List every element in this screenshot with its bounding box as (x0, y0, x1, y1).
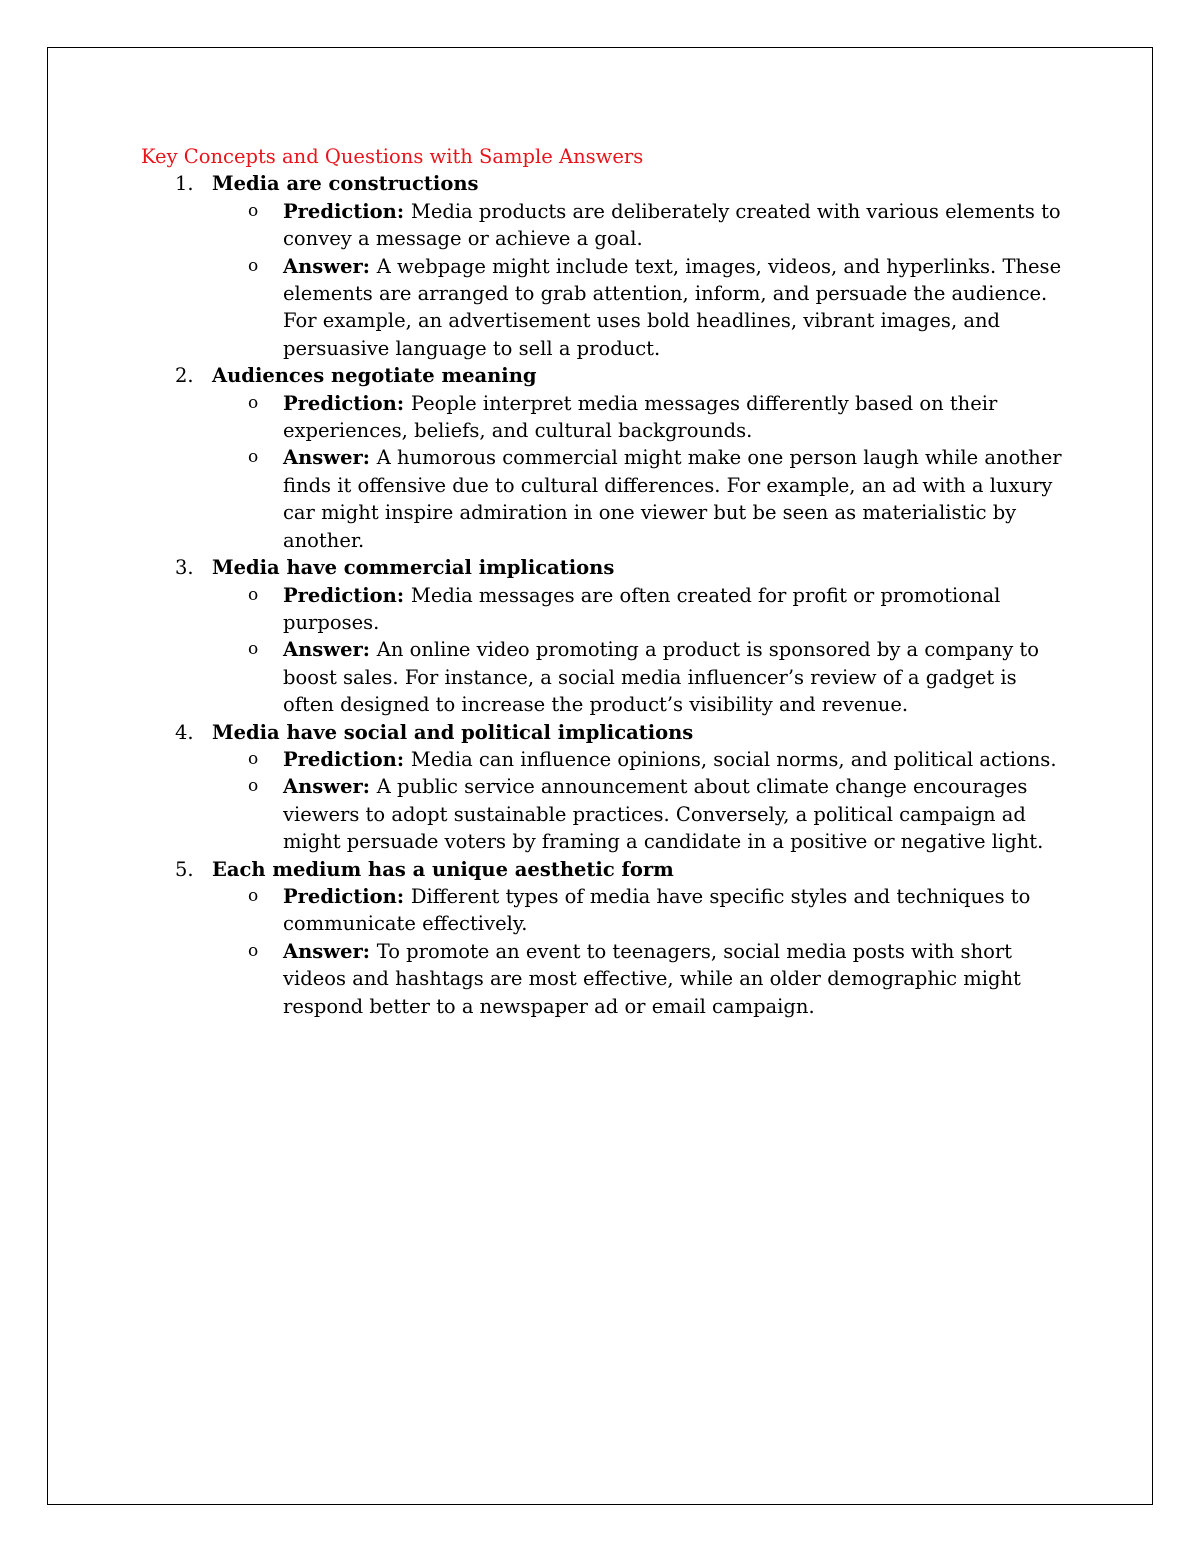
concept-number: 1. (175, 172, 194, 196)
bullet-icon: o (248, 776, 259, 797)
bullet-icon: o (248, 940, 259, 961)
answer-item (141, 444, 1071, 554)
prediction-item (141, 390, 1071, 445)
concept-title: Media are constructions (212, 172, 479, 196)
document-title: Key Concepts and Questions with Sample Answers (141, 145, 644, 168)
concept-item (141, 719, 1071, 856)
concept-item (141, 554, 1071, 718)
concept-number: 5. (175, 857, 194, 881)
bullet-icon: o (248, 748, 259, 769)
prediction-item (141, 746, 1071, 773)
prediction-text: Different types of media have specific styles and techniques to communicate effectively. (283, 884, 1031, 936)
prediction-item (141, 883, 1071, 938)
prediction-label: Prediction: (283, 583, 411, 607)
prediction-label: Prediction: (283, 391, 411, 415)
answer-label: Answer: (283, 254, 377, 278)
prediction-label: Prediction: (283, 199, 411, 223)
concept-title: Audiences negotiate meaning (212, 364, 537, 388)
bullet-icon: o (248, 392, 259, 413)
concept-title: Media have commercial implications (212, 556, 615, 580)
concept-number: 3. (175, 556, 194, 580)
prediction-text: Media messages are often created for profit or promotional purposes. (283, 583, 1001, 634)
answer-item (141, 636, 1071, 718)
prediction-item (141, 582, 1071, 637)
concept-item (141, 362, 1071, 554)
concept-number: 2. (175, 364, 194, 388)
bullet-icon: o (248, 584, 259, 605)
bullet-icon: o (248, 639, 259, 660)
concept-number: 4. (175, 720, 194, 744)
answer-text: A humorous commercial might make one person laugh while another finds it offensive due to cultural differences. For example, an ad with a luxury car might inspire admiration in one viewer but be seen as materialistic by another. (283, 446, 1062, 552)
answer-item (141, 253, 1071, 363)
answer-text: An online video promoting a product is sponsored by a company to boost sales. For instance, a social media influencer’s review of a gadget is often designed to increase the product’s visibility and revenue. (283, 638, 1039, 717)
answer-text: To promote an event to teenagers, social media posts with short videos and hashtags are most effective, while an older demographic might respond better to a newspaper ad or email campaign. (283, 939, 1021, 1018)
prediction-label: Prediction: (283, 884, 411, 908)
prediction-text: Media can influence opinions, social norms, and political actions. (410, 747, 1057, 771)
prediction-text: People interpret media messages differently based on their experiences, beliefs, and cultural backgrounds. (283, 391, 998, 443)
answer-item (141, 938, 1071, 1020)
prediction-item (141, 198, 1071, 253)
concept-item (141, 170, 1071, 362)
prediction-text: Media products are deliberately created with various elements to convey a message or achieve a goal. (283, 199, 1061, 251)
answer-text: A webpage might include text, images, videos, and hyperlinks. These elements are arranged to grab attention, inform, and persuade the audience. For example, an advertisement uses bold headlines, vibrant images, and persuasive language to sell a product. (283, 254, 1062, 360)
concept-title: Each medium has a unique aesthetic form (212, 857, 674, 881)
concept-title: Media have social and political implications (212, 720, 694, 744)
bullet-icon: o (248, 885, 259, 906)
concept-item (141, 856, 1071, 1020)
answer-text: A public service announcement about climate change encourages viewers to adopt sustainable practices. Conversely, a political campaign ad might persuade voters by framing a candidate in a positive or negative light. (283, 775, 1044, 854)
document-body (141, 143, 1071, 1020)
concept-list (141, 170, 1071, 1020)
answer-label: Answer: (283, 638, 377, 662)
answer-label: Answer: (283, 939, 377, 963)
answer-item (141, 773, 1071, 855)
bullet-icon: o (248, 255, 259, 276)
prediction-label: Prediction: (283, 747, 411, 771)
answer-label: Answer: (283, 446, 377, 470)
bullet-icon: o (248, 447, 259, 468)
answer-label: Answer: (283, 775, 377, 799)
bullet-icon: o (248, 200, 259, 221)
